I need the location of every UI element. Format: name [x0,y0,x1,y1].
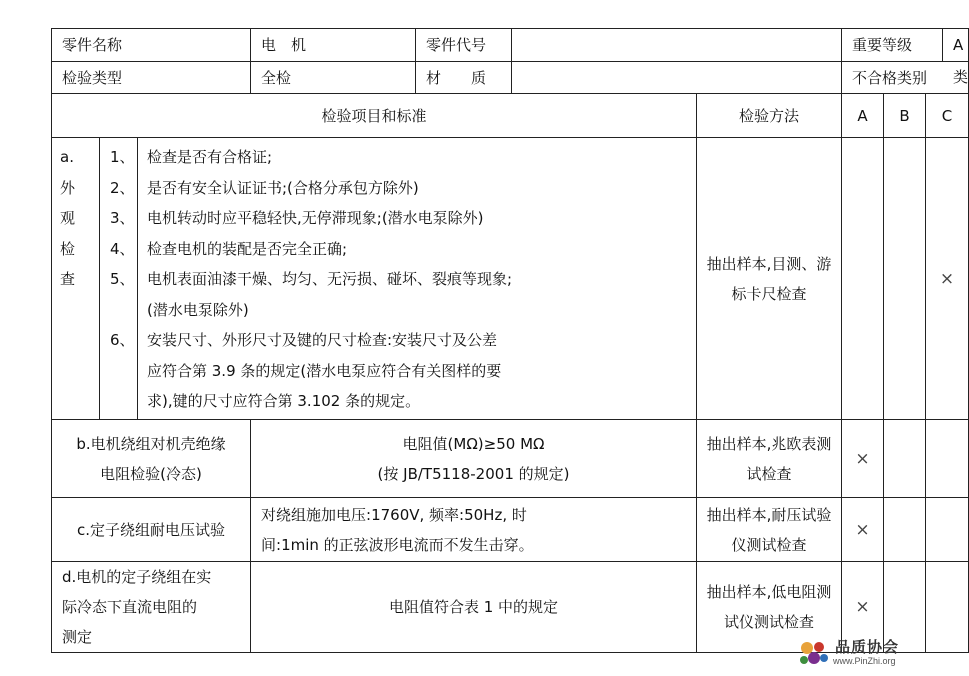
appearance-texts [137,142,696,417]
method-line: 抽出样本,耐压试验 [706,505,832,524]
appearance-label-char: 检 [60,239,76,258]
withstand-standard-line: 间:1min 的正弦波形电流而不发生击穿。 [261,535,534,554]
method-line: 标卡尺检查 [731,284,807,303]
insulation-standard [251,420,697,498]
appearance-numbers [100,142,137,417]
item-text: 检查是否有合格证; [147,148,273,166]
insulation-label-line: b.电机绕组对机壳绝缘 [76,434,226,453]
dc-resistance-label [52,562,251,653]
method-line: 试仪测试检查 [724,613,815,631]
flower-logo-icon [797,638,831,670]
insulation-standard-line: (按 JB/T5118-2001 的规定) [377,464,570,483]
method-line: 抽出样本,目测、游 [706,254,832,273]
column-header-row [52,94,969,138]
insulation-mark-b [884,420,926,498]
appearance-mark-b [884,138,926,420]
withstand-standard-line: 对绕组施加电压:1760V, 频率:50Hz, 时 [261,505,527,524]
withstand-standard [251,498,697,562]
nonconformity-label: 不合格类别 [842,62,969,94]
withstand-mark-a: × [842,498,884,562]
withstand-method [697,498,842,562]
material-value [512,62,842,94]
header-row-2 [52,62,969,94]
insulation-mark-a: × [842,420,884,498]
method-line: 抽出样本,兆欧表测 [706,434,832,453]
importance-value: A 类 [953,36,969,86]
item-number: 6、 [110,331,135,349]
appearance-row [52,138,969,420]
appearance-label-char: 观 [60,209,76,227]
appearance-label-char: a. [60,148,74,166]
dc-resistance-label-line: d.电机的定子绕组在实 [62,568,212,586]
insulation-label [52,420,251,498]
item-number: 1、 [110,148,135,166]
inspection-spec-table [51,28,969,653]
item-number: 2、 [110,178,135,197]
dc-resistance-label-line: 际冷态下直流电阻的 [62,598,198,616]
appearance-mark-c: × [926,138,969,420]
item-number: 4、 [110,239,135,258]
watermark-url: www.PinZhi.org [833,656,896,666]
appearance-label [52,138,100,420]
importance-label: 重要等级 [842,29,943,61]
appearance-standard [100,138,697,420]
column-c-header: C [926,94,969,138]
appearance-label-char: 外 [60,178,76,197]
column-a-header: A [842,94,884,138]
method-line: 抽出样本,低电阻测 [706,583,832,601]
inspection-type-label: 检验类型 [52,62,251,94]
insulation-method [697,420,842,498]
insulation-mark-c [926,420,969,498]
withstand-mark-b [884,498,926,562]
watermark-name: 品质协会 [835,638,900,656]
item-text: 求),键的尺寸应符合第 3.102 条的规定。 [147,392,421,410]
insulation-label-line: 电阻检验(冷态) [100,464,202,483]
withstand-mark-c [926,498,969,562]
part-code-value [512,29,842,62]
column-b-header: B [884,94,926,138]
item-text: 电机表面油漆干燥、均匀、无污损、碰坏、裂痕等现象; [147,270,513,288]
item-number: 3、 [110,209,135,227]
pinzhi-watermark [797,636,915,672]
method-line: 仪测试检查 [731,535,807,554]
dc-resistance-mark-c [926,562,969,653]
method-line: 试检查 [746,464,792,483]
appearance-method [697,138,842,420]
header-row-1 [52,29,969,62]
item-number: 5、 [110,270,135,288]
insulation-standard-line: 电阻值(MΩ)≥50 MΩ [402,434,545,453]
material-label: 材 质 [416,62,512,94]
item-text: 检查电机的装配是否完全正确; [147,239,348,258]
appearance-items [100,138,696,417]
withstand-label: c.定子绕组耐电压试验 [52,498,251,562]
method-header: 检验方法 [697,94,842,138]
item-text: 应符合第 3.9 条的规定(潜水电泵应符合有关图样的要 [147,361,502,380]
appearance-mark-a [842,138,884,420]
dc-resistance-mark-a: × [842,562,884,653]
part-name-label: 零件名称 [52,29,251,62]
part-code-label: 零件代号 [416,29,512,62]
item-text: 安装尺寸、外形尺寸及键的尺寸检查:安装尺寸及公差 [147,331,498,349]
appearance-label-char: 查 [60,270,76,288]
dc-resistance-label-line: 测定 [62,628,93,646]
insulation-row [52,420,969,498]
item-text: 是否有安全认证证书;(合格分承包方除外) [147,178,419,197]
withstand-row [52,498,969,562]
item-text: (潜水电泵除外) [147,300,249,319]
part-name-value: 电 机 [251,29,416,62]
item-text: 电机转动时应平稳轻快,无停滞现象;(潜水电泵除外) [147,209,484,227]
items-standard-header: 检验项目和标准 [52,94,697,138]
inspection-type-value: 全检 [251,62,416,94]
dc-resistance-standard: 电阻值符合表 1 中的规定 [251,562,697,653]
